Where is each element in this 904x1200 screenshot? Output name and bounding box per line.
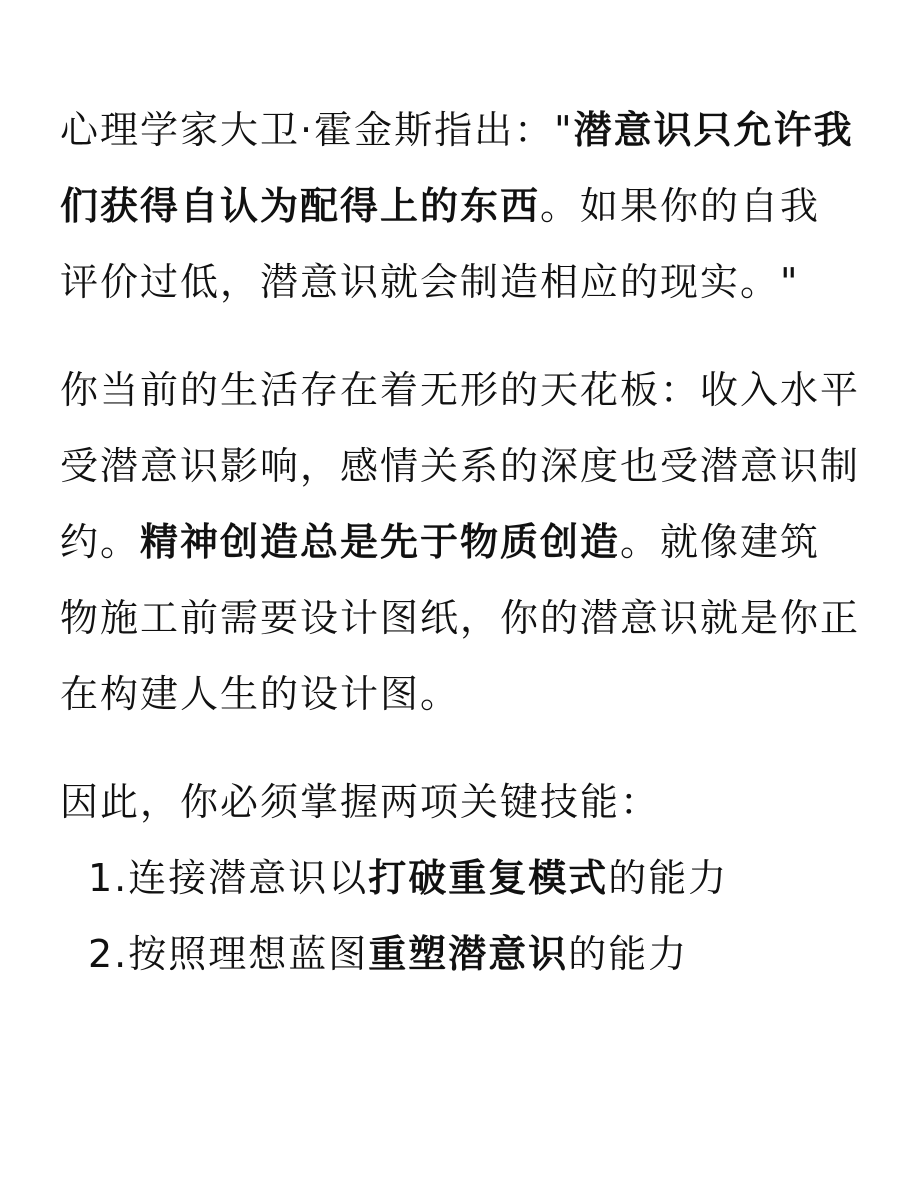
ceiling-emphasis-text: 精神创造总是先于物质创造 [140,520,621,564]
skills-intro-text: 因此，你必须掌握两项关键技能： [60,780,661,824]
skill-list-item [60,840,860,916]
paragraph-skills-intro [60,764,860,840]
skill-text: 按照理想蓝图 [128,932,369,976]
skill-text-end: 的能力 [568,932,689,976]
skill-emphasis-text: 重塑潜意识 [368,932,569,976]
quote-rest-text: 。如果你的自我评价过低，潜意识就会制造相应的现实。" [60,184,821,304]
skill-text-end: 的能力 [608,856,729,900]
paragraph-hawkins-quote [60,92,860,320]
quote-emphasis-text: 潜意识只允许我们获得自认为配得上的东西 [60,108,854,228]
ceiling-intro-text: 你当前的生活存在着无形的天花板：收入水平受潜意识影响，感情关系的深度也受潜意识制约。 [60,368,861,564]
skills-list [60,840,860,992]
paragraph-life-ceiling [60,352,860,732]
article-body [60,92,860,992]
skill-list-item [60,916,860,992]
skill-number: 1. [88,856,129,900]
skill-number: 2. [88,932,129,976]
skill-text: 连接潜意识以 [128,856,369,900]
quote-intro-text: 心理学家大卫·霍金斯指出：" [60,108,574,152]
ceiling-rest-text: 。就像建筑物施工前需要设计图纸，你的潜意识就是你正在构建人生的设计图。 [60,520,861,716]
skill-emphasis-text: 打破重复模式 [368,856,609,900]
